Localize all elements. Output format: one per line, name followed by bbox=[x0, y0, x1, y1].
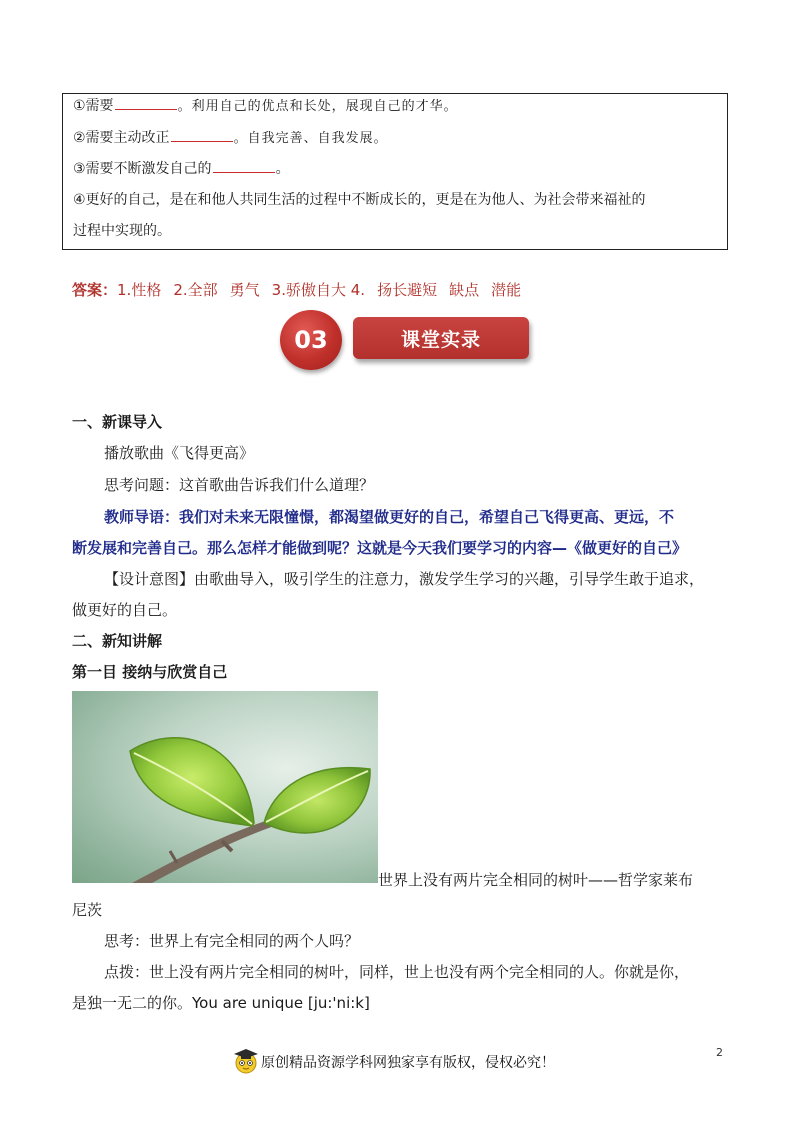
fill-blank-3[interactable] bbox=[213, 158, 275, 173]
design-intent-line-1: 【设计意图】由歌曲导入，吸引学生的注意力，激发学生学习的兴趣，引导学生敢于追求， bbox=[104, 570, 705, 588]
page-number: 2 bbox=[716, 1046, 723, 1059]
paragraph-song: 播放歌曲《飞得更高》 bbox=[104, 444, 255, 462]
hint-line-1: 点拨：世上没有两片完全相同的树叶，同样，世上也没有两个完全相同的人。你就是你， bbox=[104, 963, 690, 981]
summary-line-1-suffix: 。利用自己的优点和长处，展现自己的才华。 bbox=[177, 99, 458, 114]
teacher-intro-line-2: 断发展和完善自己。那么怎样才能做到呢？这就是今天我们要学习的内容—《做更好的自己》 bbox=[72, 539, 688, 557]
hint-line-2: 是独一无二的你。You are unique [ju:'ni:k] bbox=[72, 994, 370, 1012]
paragraph-question: 思考问题：这首歌曲告诉我们什么道理？ bbox=[104, 476, 375, 494]
quote-line-2: 尼茨 bbox=[72, 901, 103, 919]
think-question: 思考：世界上有完全相同的两个人吗？ bbox=[104, 932, 360, 950]
answer-item: 扬长避短 bbox=[377, 281, 438, 299]
section-badge bbox=[280, 308, 540, 372]
answer-item: 潜能 bbox=[491, 281, 522, 299]
answer-item: 勇气 bbox=[229, 281, 260, 299]
summary-line-3-suffix: 。 bbox=[275, 161, 290, 177]
summary-line-4: ④更好的自己，是在和他人共同生活的过程中不断成长的，更是在为他人、为社会带来福祉的 bbox=[73, 192, 646, 208]
graduate-mascot-icon bbox=[232, 1046, 260, 1074]
leaf-photo bbox=[72, 691, 378, 883]
answer-item: 2.全部 bbox=[173, 281, 218, 299]
summary-line-2-suffix: 。自我完善、自我发展。 bbox=[233, 131, 388, 146]
answer-item: 1.性格 bbox=[117, 281, 162, 299]
summary-line-5: 过程中实现的。 bbox=[73, 223, 171, 239]
design-intent-line-2: 做更好的自己。 bbox=[72, 601, 178, 619]
heading-new-knowledge: 二、新知讲解 bbox=[72, 632, 163, 650]
leaf-illustration bbox=[72, 691, 378, 883]
subheading-accept-self: 第一目 接纳与欣赏自己 bbox=[72, 663, 228, 681]
section-number: 03 bbox=[294, 326, 328, 354]
answer-item: 3.骄傲自大 4. bbox=[271, 281, 366, 299]
section-number-circle bbox=[280, 310, 342, 370]
fill-blank-2[interactable] bbox=[171, 127, 233, 142]
quote-line-1: 世界上没有两片完全相同的树叶——哲学家莱布 bbox=[378, 871, 694, 889]
summary-line-1 bbox=[73, 95, 458, 115]
fill-blank-1[interactable] bbox=[115, 95, 177, 110]
summary-line-2 bbox=[73, 127, 388, 147]
footer-copyright: 原创精品资源学科网独家享有版权，侵权必究！ bbox=[261, 1055, 555, 1071]
section-title-bar bbox=[353, 317, 529, 359]
summary-line-3 bbox=[73, 158, 290, 178]
section-title: 课堂实录 bbox=[400, 328, 481, 351]
heading-new-lesson: 一、新课导入 bbox=[72, 413, 163, 431]
summary-line-3-prefix: ③需要不断激发自己的 bbox=[73, 161, 212, 177]
answer-label: 答案： bbox=[72, 281, 118, 299]
answer-item: 缺点 bbox=[449, 281, 480, 299]
answer-line bbox=[72, 279, 533, 300]
summary-box bbox=[62, 93, 728, 250]
summary-line-1-prefix: ①需要 bbox=[73, 98, 114, 114]
teacher-intro-line-1: 教师导语：我们对未来无限憧憬，都渴望做更好的自己，希望自己飞得更高、更远，不 bbox=[104, 508, 675, 526]
summary-line-2-prefix: ②需要主动改正 bbox=[73, 130, 170, 146]
